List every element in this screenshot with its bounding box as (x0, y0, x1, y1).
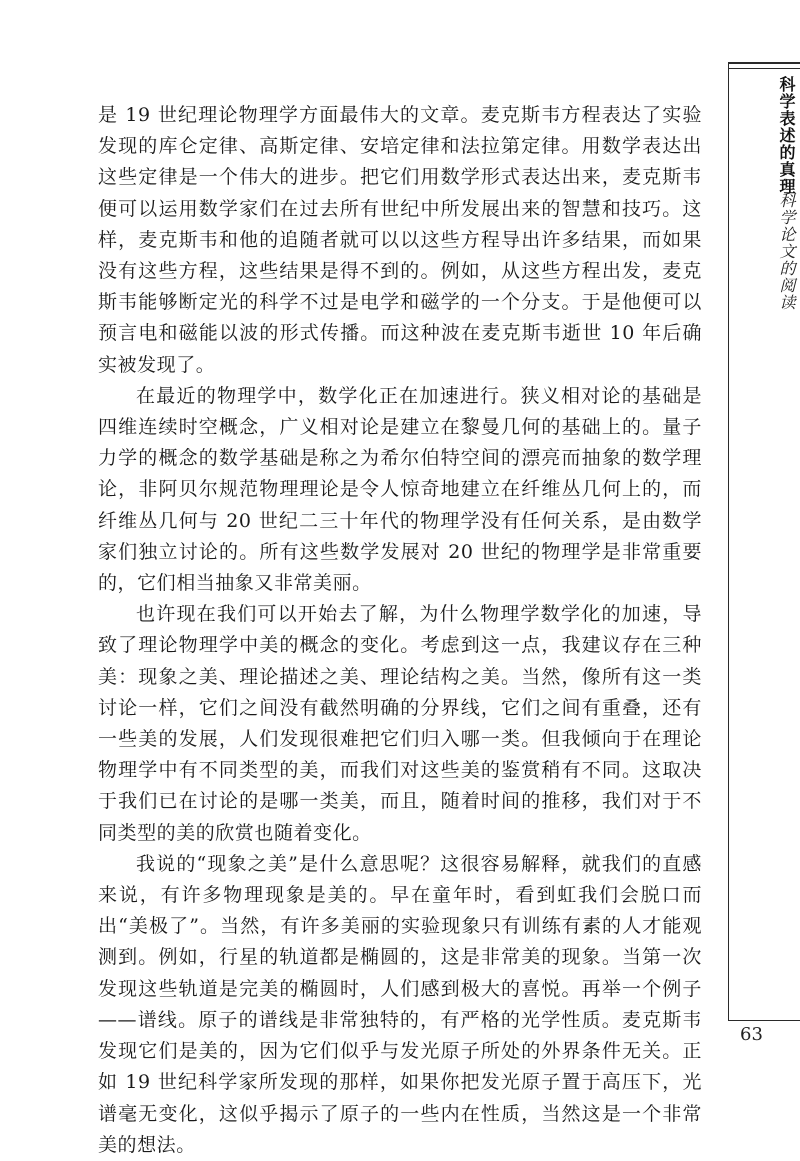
sidebar-top-rule-thin (728, 68, 800, 69)
footer-rule (728, 1020, 800, 1021)
paragraph-three-beauties: 也许现在我们可以开始去了解，为什么物理学数学化的加速，导致了理论物理学中美的概念的变化。考虑到这一点，我建议存在三种美：现象之美、理论描述之美、理论结构之美。当然，像所有这一类讨论一样，它们之间没有截然明确的分界线，它们之间有重叠，还有一些美的发展，人们发现很难把它们归入哪一类。但我倾向于在理论物理学中有不同类型的美，而我们对这些美的鉴赏稍有不同。这取决于我们已在讨论的是哪一类美，而且，随着时间的推移，我们对于不同类型的美的欣赏也随着变化。 (98, 603, 702, 844)
sidebar-vertical-rule (728, 62, 729, 1020)
running-header-subtitle: 科学论文的阅读 (777, 192, 796, 311)
paragraph-continuation: 是 19 世纪理论物理学方面最伟大的文章。麦克斯韦方程表达了实验发现的库仑定律、高斯定律、安培定律和法拉第定律。用数学表达出这些定律是一个伟大的进步。把它们用数学形式表达出来，麦克斯韦便可以运用数学家们在过去所有世纪中所发展出来的智慧和技巧。这样，麦克斯韦和他的追随者就可以以这些方程导出许多结果，而如果没有这些方程，这些结果是得不到的。例如，从这些方程出发，麦克斯韦能够断定光的科学不过是电学和磁学的一个分支。于是他便可以预言电和磁能以波的形式传播。而这种波在麦克斯韦逝世 10 年后确实被发现了。 (98, 104, 702, 376)
paragraph-phenomena-beauty: 我说的“现象之美”是什么意思呢？这很容易解释，就我们的直感来说，有许多物理现象是美的。早在童年时，看到虹我们会脱口而出“美极了”。当然，有许多美丽的实验现象只有训练有素的人才能观测到。例如，行星的轨道都是椭圆的，这是非常美的现象。当第一次发现这些轨道是完美的椭圆时，人们感到极大的喜悦。再举一个例子——谱线。原子的谱线是非常独特的，有严格的光学性质。麦克斯韦发现它们是美的，因为它们似乎与发光原子所处的外界条件无关。正如 19 世纪科学家所发现的那样，如果你把发光原子置于高压下，光谱毫无变化，这似乎揭示了原子的一些内在性质，当然这是一个非常美的想法。 (98, 852, 702, 1156)
page-number: 63 (740, 1024, 763, 1045)
running-header-title: 科学表述的真理 (777, 76, 796, 195)
paragraph-mathematization: 在最近的物理学中，数学化正在加速进行。狭义相对论的基础是四维连续时空概念，广义相对论是建立在黎曼几何的基础上的。量子力学的概念的数学基础是称之为希尔伯特空间的漂亮而抽象的数学理论，非阿贝尔规范物理理论是令人惊奇地建立在纤维丛几何上的，而纤维丛几何与 20 世纪二三十年代的物理学没有任何关系，是由数学家们独立讨论的。所有这些数学发展对 20 世纪的物理学是非常重要的，它们相当抽象又非常美丽。 (98, 384, 702, 595)
sidebar-top-rule (728, 62, 800, 64)
page-body (98, 100, 702, 1161)
